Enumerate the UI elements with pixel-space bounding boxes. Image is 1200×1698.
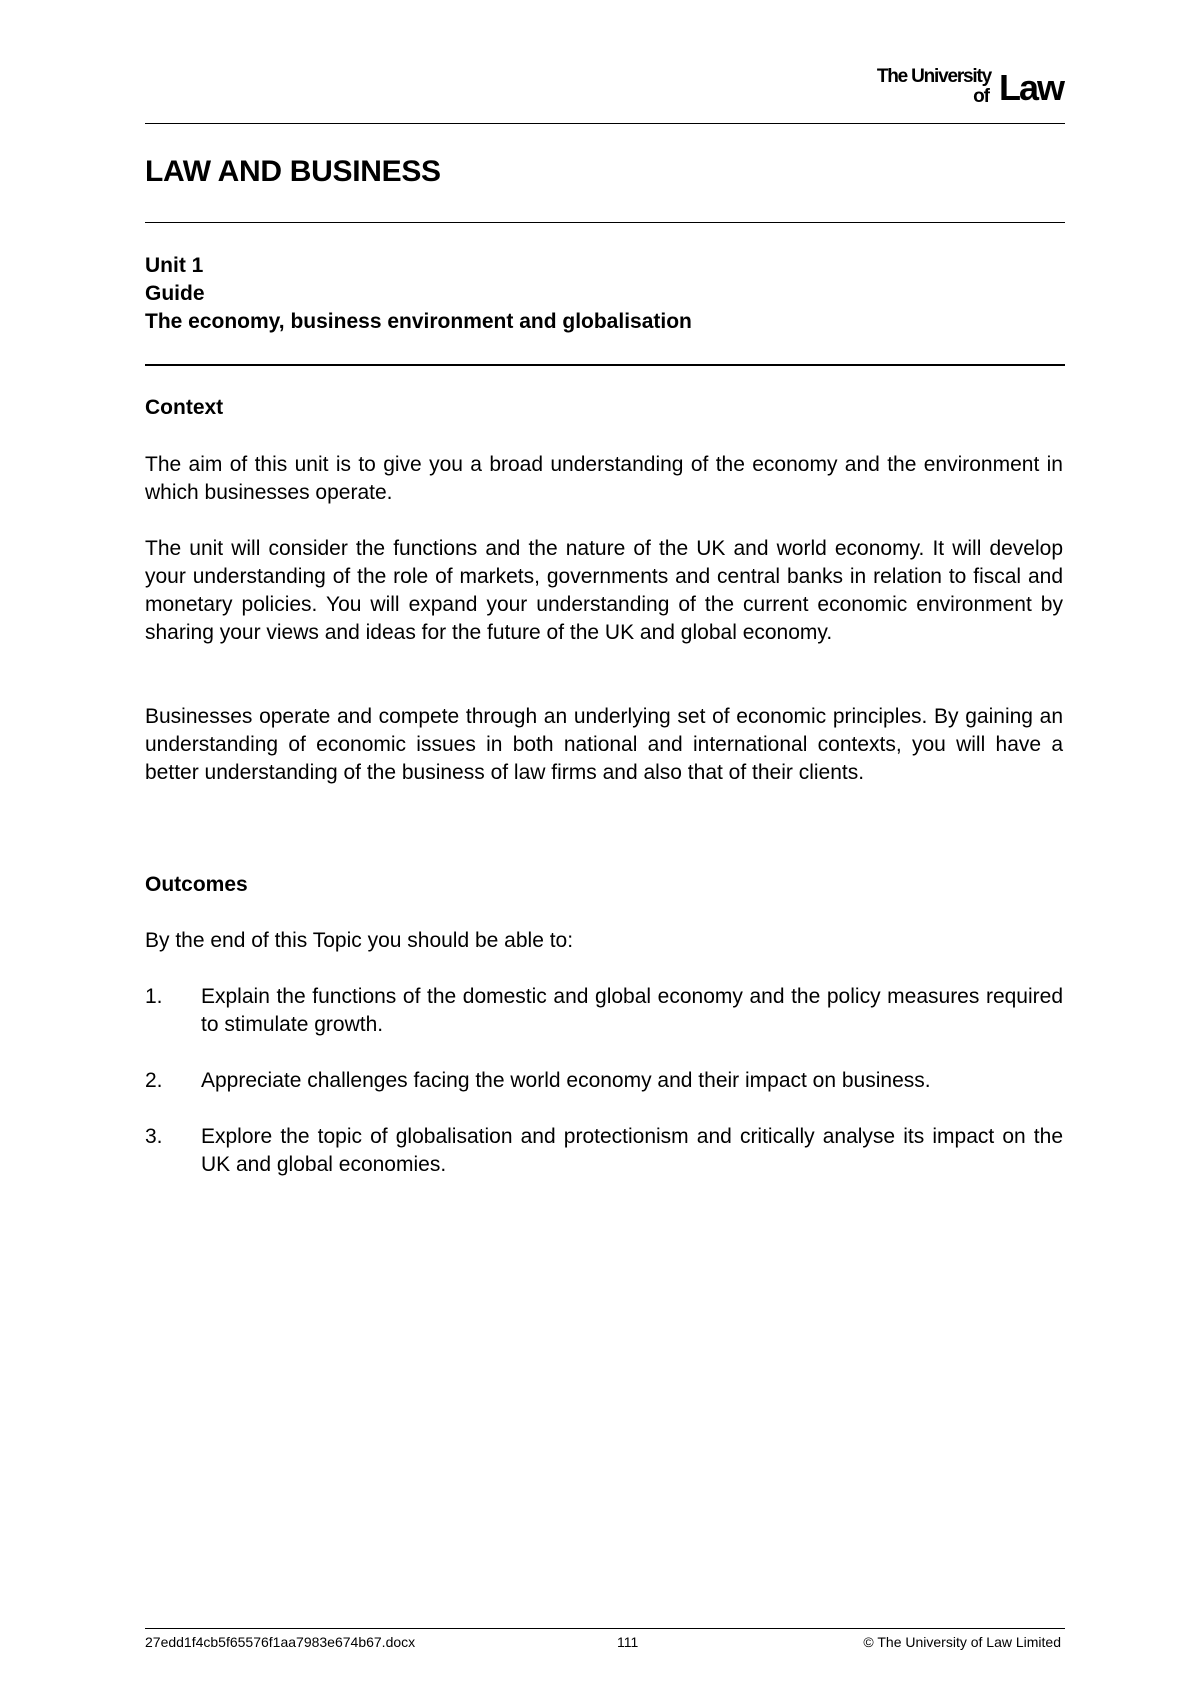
outcome-number: 2. (145, 1069, 163, 1092)
logo-text-the-university: The University (876, 66, 991, 87)
outcome-number: 1. (145, 985, 163, 1008)
unit-rule (145, 364, 1065, 366)
outcomes-heading: Outcomes (145, 873, 248, 896)
outcomes-intro: By the end of this Topic you should be able to: (145, 929, 574, 952)
outcome-item-1 (145, 983, 1063, 1039)
logo-text-of: of (973, 86, 989, 107)
outcome-number: 3. (145, 1125, 163, 1148)
university-logo (845, 64, 1065, 110)
context-paragraph-3: Businesses operate and compete through an underlying set of economic principles. By gaining an understanding of economic issues in both national and international contexts, you will have a better understanding of the business of law firms and also that of their clients. (145, 705, 1063, 784)
header-rule (145, 123, 1065, 124)
title-rule (145, 222, 1065, 223)
unit-number: Unit 1 (145, 254, 204, 277)
context-paragraph-2: The unit will consider the functions and the nature of the UK and world economy. It will develop your understanding of the role of markets, governments and central banks in relation to fiscal and monetary policies. You will expand your understanding of the current economic environment by sharing your views and ideas for the future of the UK and global economy. (145, 537, 1063, 644)
footer-rule (145, 1628, 1065, 1629)
unit-name: The economy, business environment and globalisation (145, 310, 692, 333)
document-title: LAW AND BUSINESS (145, 155, 441, 188)
outcome-item-2 (145, 1067, 1063, 1095)
document-page (145, 0, 1065, 1698)
outcome-item-3 (145, 1123, 1063, 1179)
context-heading: Context (145, 396, 224, 419)
footer-copyright: © The University of Law Limited (863, 1634, 1061, 1650)
logo-text-law: Law (998, 67, 1063, 108)
footer-page-number: 111 (617, 1634, 639, 1650)
footer-filename: 27edd1f4cb5f65576f1aa7983e674b67.docx (145, 1634, 416, 1650)
outcome-text: Explain the functions of the domestic and global economy and the policy measures required to stimulate growth. (201, 985, 1063, 1036)
outcome-text: Appreciate challenges facing the world economy and their impact on business. (201, 1069, 931, 1092)
outcome-text: Explore the topic of globalisation and protectionism and critically analyse its impact on the UK and global economies. (201, 1125, 1063, 1176)
context-paragraph-1: The aim of this unit is to give you a broad understanding of the economy and the environment in which businesses operate. (145, 453, 1063, 504)
unit-type: Guide (145, 282, 205, 305)
unit-block (145, 252, 692, 336)
